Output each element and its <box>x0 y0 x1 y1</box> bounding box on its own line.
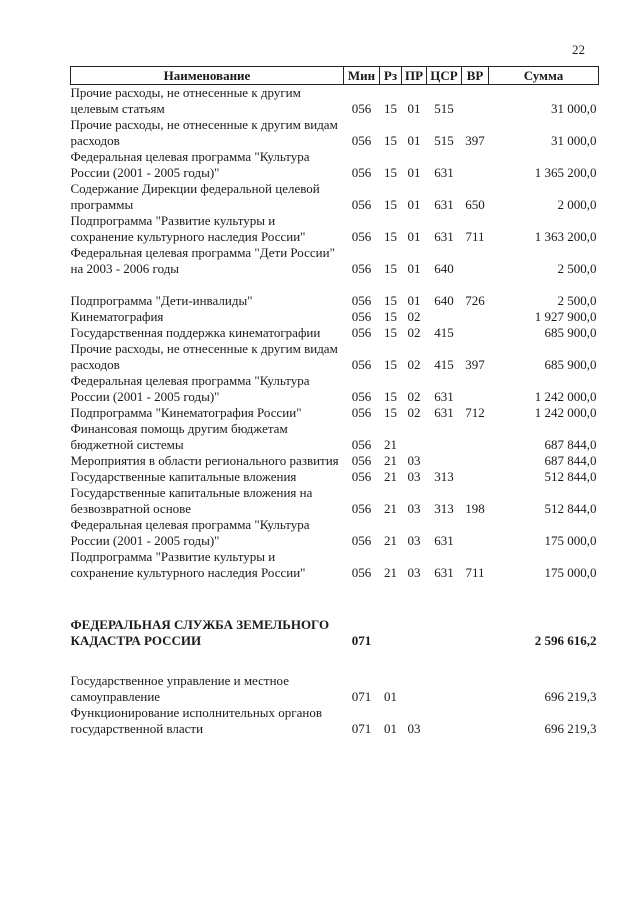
cell-rz: 15 <box>384 229 397 244</box>
cell-sum: 2 596 616,2 <box>534 633 597 648</box>
cell-vr: 712 <box>465 405 485 420</box>
cell-rz: 21 <box>384 565 397 580</box>
cell-name <box>71 373 344 405</box>
table-row <box>71 517 599 549</box>
column-header-pr: ПР <box>402 67 427 85</box>
row-name-text: Федеральная целевая программа "Культура России (2001 - 2005 годы)" <box>70 149 310 180</box>
cell-vr <box>462 705 489 737</box>
cell-rz: 15 <box>384 357 397 372</box>
row-name-text: ФЕДЕРАЛЬНАЯ СЛУЖБА ЗЕМЕЛЬНОГО КАДАСТРА РОССИИ <box>70 617 330 648</box>
cell-sum: 1 242 000,0 <box>534 405 597 420</box>
cell-sum: 512 844,0 <box>544 501 597 516</box>
cell-name <box>71 517 344 549</box>
cell-csr: 640 <box>434 261 454 276</box>
cell-sum: 31 000,0 <box>551 133 597 148</box>
cell-vr <box>462 245 489 277</box>
cell-vr: 726 <box>465 293 485 308</box>
table-row <box>71 181 599 213</box>
cell-rz: 21 <box>384 469 397 484</box>
cell-min: 056 <box>351 357 372 372</box>
cell-csr: 640 <box>434 293 454 308</box>
row-name-text: Подпрограмма "Развитие культуры и сохранение культурного наследия России" <box>70 549 306 580</box>
table-row <box>71 469 599 485</box>
cell-sum: 2 500,0 <box>557 261 597 276</box>
cell-pr: 02 <box>407 309 421 324</box>
cell-pr: 01 <box>407 101 421 116</box>
spacer-cell <box>71 649 599 673</box>
cell-csr: 631 <box>434 405 454 420</box>
cell-name <box>71 213 344 245</box>
cell-rz: 15 <box>384 325 397 340</box>
cell-vr: 198 <box>465 501 485 516</box>
cell-sum: 2 000,0 <box>557 197 597 212</box>
cell-name <box>71 149 344 181</box>
cell-pr: 03 <box>407 533 421 548</box>
cell-csr: 631 <box>434 565 454 580</box>
table-row <box>71 149 599 181</box>
column-header-name: Наименование <box>71 67 344 85</box>
cell-csr <box>427 705 462 737</box>
cell-name <box>71 705 344 737</box>
cell-name <box>71 421 344 453</box>
column-header-sum: Сумма <box>489 67 599 85</box>
cell-pr: 02 <box>407 357 421 372</box>
cell-name <box>71 453 344 469</box>
cell-min: 056 <box>351 533 372 548</box>
cell-csr: 631 <box>434 197 454 212</box>
table-row <box>71 549 599 581</box>
cell-csr: 631 <box>434 533 454 548</box>
column-header-min: Мин <box>344 67 380 85</box>
cell-min: 056 <box>351 405 372 420</box>
cell-sum: 696 219,3 <box>544 689 597 704</box>
cell-csr: 631 <box>434 389 454 404</box>
cell-pr: 01 <box>407 165 421 180</box>
cell-min: 056 <box>351 229 372 244</box>
column-header-vr: ВР <box>462 67 489 85</box>
cell-sum: 687 844,0 <box>544 437 597 452</box>
cell-csr: 313 <box>434 469 454 484</box>
cell-name <box>71 293 344 309</box>
cell-sum: 685 900,0 <box>544 357 597 372</box>
cell-sum: 1 365 200,0 <box>534 165 597 180</box>
cell-name <box>71 85 344 118</box>
cell-name <box>71 617 344 649</box>
table-row <box>71 213 599 245</box>
cell-csr: 631 <box>434 165 454 180</box>
cell-csr <box>427 421 462 453</box>
cell-min: 056 <box>351 101 372 116</box>
table-row <box>71 325 599 341</box>
cell-rz: 15 <box>384 165 397 180</box>
cell-pr <box>402 673 427 705</box>
table-row <box>71 705 599 737</box>
cell-csr <box>427 617 462 649</box>
cell-vr <box>462 149 489 181</box>
spacer-cell <box>71 277 599 293</box>
row-name-text: Мероприятия в области регионального развития <box>70 453 339 468</box>
cell-sum: 1 927 900,0 <box>534 309 597 324</box>
cell-rz: 15 <box>384 309 397 324</box>
table-row <box>71 485 599 517</box>
cell-vr <box>462 617 489 649</box>
cell-min: 056 <box>351 261 372 276</box>
cell-min: 056 <box>351 453 372 468</box>
row-name-text: Прочие расходы, не отнесенные к другим видам расходов <box>70 341 338 372</box>
cell-min: 071 <box>351 689 372 704</box>
cell-min: 071 <box>351 633 372 648</box>
cell-rz: 15 <box>384 101 397 116</box>
cell-csr: 515 <box>434 133 454 148</box>
cell-rz: 01 <box>384 689 397 704</box>
cell-vr <box>462 325 489 341</box>
cell-vr <box>462 469 489 485</box>
cell-vr <box>462 517 489 549</box>
page-number: 22 <box>572 42 585 57</box>
column-header-csr: ЦСР <box>427 67 462 85</box>
cell-sum: 1 242 000,0 <box>534 389 597 404</box>
table-row <box>71 453 599 469</box>
cell-vr <box>462 85 489 118</box>
spacer-cell <box>71 581 599 617</box>
cell-csr <box>427 673 462 705</box>
row-name-text: Федеральная целевая программа "Дети России" на 2003 - 2006 годы <box>70 245 335 276</box>
cell-vr: 711 <box>465 565 485 580</box>
cell-sum: 175 000,0 <box>544 533 597 548</box>
column-header-rz: Рз <box>380 67 402 85</box>
row-name-text: Содержание Дирекции федеральной целевой программы <box>70 181 320 212</box>
cell-min: 056 <box>351 437 372 452</box>
table-row <box>71 341 599 373</box>
cell-min: 056 <box>351 469 372 484</box>
cell-name <box>71 309 344 325</box>
cell-pr: 01 <box>407 197 421 212</box>
cell-name <box>71 117 344 149</box>
row-name-text: Государственное управление и местное самоуправление <box>70 673 289 704</box>
cell-sum: 685 900,0 <box>544 325 597 340</box>
table-row <box>71 405 599 421</box>
cell-rz: 21 <box>384 437 397 452</box>
cell-pr: 02 <box>407 389 421 404</box>
cell-vr <box>462 373 489 405</box>
cell-min: 071 <box>351 721 372 736</box>
cell-min: 056 <box>351 197 372 212</box>
row-name-text: Государственные капитальные вложения <box>70 469 297 484</box>
row-name-text: Подпрограмма "Развитие культуры и сохранение культурного наследия России" <box>70 213 306 244</box>
row-name-text: Функционирование исполнительных органов государственной власти <box>70 705 322 736</box>
cell-min: 056 <box>351 309 372 324</box>
cell-name <box>71 469 344 485</box>
table-row <box>71 85 599 118</box>
cell-name <box>71 181 344 213</box>
cell-min: 056 <box>351 325 372 340</box>
table-row <box>71 293 599 309</box>
cell-rz <box>380 617 402 649</box>
row-name-text: Федеральная целевая программа "Культура России (2001 - 2005 годы)" <box>70 517 310 548</box>
cell-vr: 650 <box>465 197 485 212</box>
row-name-text: Прочие расходы, не отнесенные к другим видам расходов <box>70 117 338 148</box>
cell-rz: 21 <box>384 501 397 516</box>
cell-vr <box>462 421 489 453</box>
cell-vr <box>462 453 489 469</box>
section-row <box>71 617 599 649</box>
cell-rz: 21 <box>384 453 397 468</box>
cell-rz: 15 <box>384 389 397 404</box>
cell-csr: 415 <box>434 357 454 372</box>
cell-sum: 1 363 200,0 <box>534 229 597 244</box>
cell-name <box>71 325 344 341</box>
table-row <box>71 373 599 405</box>
cell-name <box>71 245 344 277</box>
row-name-text: Подпрограмма "Кинематография России" <box>70 405 302 420</box>
cell-sum: 2 500,0 <box>557 293 597 308</box>
cell-min: 056 <box>351 165 372 180</box>
cell-csr: 515 <box>434 101 454 116</box>
cell-name <box>71 549 344 581</box>
row-spacer <box>71 277 599 293</box>
table-header <box>71 67 599 85</box>
cell-pr <box>402 617 427 649</box>
cell-csr: 313 <box>434 501 454 516</box>
cell-rz: 15 <box>384 133 397 148</box>
table-row <box>71 673 599 705</box>
budget-table <box>70 66 599 737</box>
row-name-text: Федеральная целевая программа "Культура России (2001 - 2005 годы)" <box>70 373 310 404</box>
cell-vr: 711 <box>465 229 485 244</box>
row-name-text: Прочие расходы, не отнесенные к другим целевым статьям <box>70 85 301 116</box>
cell-rz: 15 <box>384 405 397 420</box>
cell-vr <box>462 673 489 705</box>
cell-pr: 03 <box>407 469 421 484</box>
table-row <box>71 309 599 325</box>
cell-rz: 01 <box>384 721 397 736</box>
cell-pr: 01 <box>407 229 421 244</box>
cell-min: 056 <box>351 293 372 308</box>
cell-pr: 03 <box>407 721 421 736</box>
cell-name <box>71 673 344 705</box>
row-name-text: Кинематография <box>70 309 164 324</box>
cell-csr <box>427 453 462 469</box>
table-row <box>71 245 599 277</box>
cell-min: 056 <box>351 565 372 580</box>
cell-csr <box>427 309 462 325</box>
cell-rz: 15 <box>384 293 397 308</box>
cell-vr <box>462 309 489 325</box>
cell-pr: 01 <box>407 293 421 308</box>
row-name-text: Государственная поддержка кинематографии <box>70 325 321 340</box>
cell-sum: 31 000,0 <box>551 101 597 116</box>
cell-csr: 631 <box>434 229 454 244</box>
cell-rz: 15 <box>384 197 397 212</box>
row-name-text: Подпрограмма "Дети-инвалиды" <box>70 293 253 308</box>
cell-pr: 02 <box>407 325 421 340</box>
header-row <box>71 67 599 85</box>
cell-name <box>71 485 344 517</box>
cell-min: 056 <box>351 501 372 516</box>
row-name-text: Финансовая помощь другим бюджетам бюджетной системы <box>70 421 288 452</box>
row-name-text: Государственные капитальные вложения на безвозвратной основе <box>70 485 313 516</box>
cell-pr <box>402 421 427 453</box>
cell-name <box>71 405 344 421</box>
cell-pr: 03 <box>407 453 421 468</box>
row-spacer <box>71 581 599 617</box>
cell-sum: 687 844,0 <box>544 453 597 468</box>
cell-pr: 03 <box>407 501 421 516</box>
cell-sum: 696 219,3 <box>544 721 597 736</box>
cell-sum: 175 000,0 <box>544 565 597 580</box>
table-row <box>71 421 599 453</box>
cell-csr: 415 <box>434 325 454 340</box>
cell-sum: 512 844,0 <box>544 469 597 484</box>
cell-pr: 03 <box>407 565 421 580</box>
row-spacer <box>71 649 599 673</box>
cell-rz: 21 <box>384 533 397 548</box>
table-body <box>71 85 599 738</box>
cell-min: 056 <box>351 133 372 148</box>
cell-min: 056 <box>351 389 372 404</box>
cell-pr: 02 <box>407 405 421 420</box>
table-row <box>71 117 599 149</box>
cell-vr: 397 <box>465 133 485 148</box>
cell-vr: 397 <box>465 357 485 372</box>
cell-name <box>71 341 344 373</box>
cell-pr: 01 <box>407 261 421 276</box>
cell-rz: 15 <box>384 261 397 276</box>
cell-pr: 01 <box>407 133 421 148</box>
